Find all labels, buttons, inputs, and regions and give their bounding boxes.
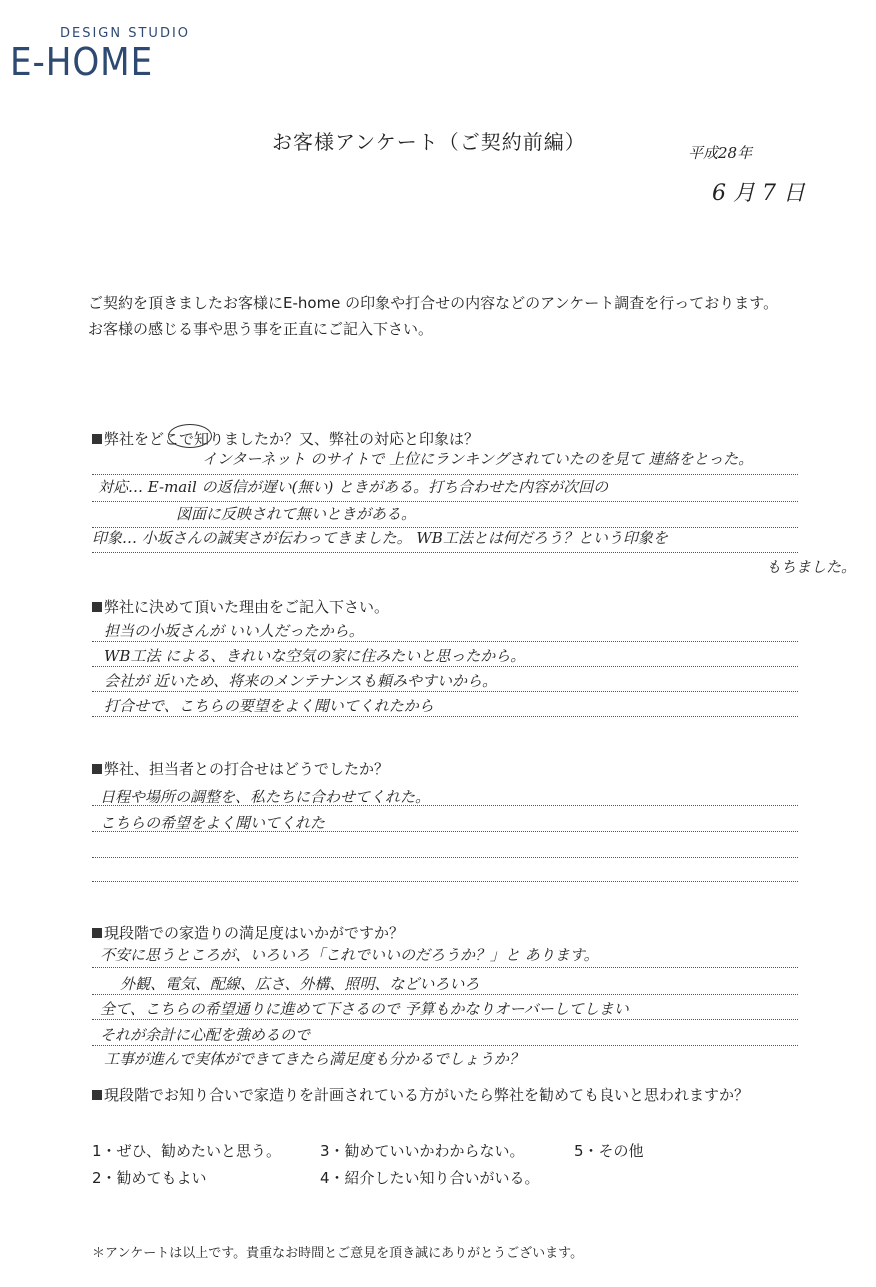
answer-line (92, 857, 798, 858)
answer-line (92, 994, 798, 995)
intro-line-1: ご契約を頂きましたお客様にE-home の印象や打合せの内容などのアンケート調査を行っております。 (88, 294, 779, 312)
question-4-label: 現段階での家造りの満足度はいかがですか？ (104, 924, 405, 942)
answer-line (92, 552, 798, 553)
choice-3: 3・勧めていいかわからない。 (320, 1142, 525, 1160)
answer-line (92, 967, 798, 968)
question-5 (92, 1084, 749, 1105)
bullet-square-icon (92, 764, 102, 774)
date-month-day: 6 月 7 日 (712, 181, 805, 206)
choice-2: 2・勧めてもよい (92, 1169, 207, 1187)
answer-line (92, 1019, 798, 1020)
question-3-label: 弊社、担当者との打合せはどうでしたか？ (104, 760, 390, 778)
q1-answer-4: 印象… 小坂さんの誠実さが伝わってきました。 WB工法とは何だろう？という印象を (92, 529, 668, 547)
q1-answer-5: もちました。 (766, 558, 857, 576)
intro-line-2: お客様の感じる事や思う事を正直にご記入下さい。 (88, 320, 434, 338)
handwritten-circle-mark (168, 424, 212, 448)
question-4 (92, 922, 404, 943)
q3-answer-1: 日程や場所の調整を、私たちに合わせてくれた。 (100, 788, 431, 806)
q2-answer-4: 打合せで、こちらの要望をよく聞いてくれたから (104, 697, 434, 715)
answer-line (92, 641, 798, 642)
question-2 (92, 596, 389, 617)
q2-answer-3: 会社が 近いため、将来のメンテナンスも頼みやすいから。 (104, 672, 497, 690)
q2-answer-1: 担当の小坂さんが いい人だったから。 (104, 622, 364, 640)
date-era: 平成28年 (688, 144, 753, 162)
q4-answer-5: 工事が進んで実体ができてきたら満足度も分かるでしょうか？ (104, 1050, 524, 1068)
q4-answer-3: 全て、こちらの希望通りに進めて下さるので 予算もかなりオーバーしてしまい (100, 1000, 629, 1018)
choice-4: 4・紹介したい知り合いがいる。 (320, 1169, 540, 1187)
answer-line (92, 881, 798, 882)
q1-answer-1: インターネット のサイトで 上位にランキングされていたのを見て 連絡をとった。 (202, 450, 754, 468)
q4-answer-4: それが余計に心配を強めるので (100, 1026, 311, 1044)
question-1-label: 弊社をどこで知りましたか？又、弊社の対応と印象は？ (104, 430, 480, 448)
answer-line (92, 1045, 798, 1046)
answer-line (92, 501, 798, 502)
bullet-square-icon (92, 434, 102, 444)
choice-1: 1・ぜひ、勧めたいと思う。 (92, 1142, 281, 1160)
question-1 (92, 428, 479, 449)
bullet-square-icon (92, 602, 102, 612)
bullet-square-icon (92, 1090, 102, 1100)
answer-line (92, 474, 798, 475)
q1-answer-2: 対応… E-mail の返信が遅い(無い) ときがある。打ち合わせた内容が次回の (98, 478, 609, 496)
question-3 (92, 758, 389, 779)
q4-answer-2: 外観、電気、配線、広さ、外構、照明、などいろいろ (120, 975, 480, 993)
question-5-label: 現段階でお知り合いで家造りを計画されている方がいたら弊社を勧めても良いと思われますか？ (104, 1086, 750, 1104)
answer-line (92, 666, 798, 667)
q2-answer-2: WB工法 による、きれいな空気の家に住みたいと思ったから。 (104, 647, 526, 665)
footer-note: ＊アンケートは以上です。貴重なお時間とご意見を頂き誠にありがとうございます。 (92, 1246, 584, 1261)
logo-subtitle: DESIGN STUDIO (60, 26, 191, 41)
q4-answer-1: 不安に思うところが、いろいろ「これでいいのだろうか？」と あります。 (100, 946, 599, 964)
choice-5: 5・その他 (574, 1142, 644, 1160)
logo-wordmark: E-HOME (10, 40, 154, 84)
answer-line (92, 716, 798, 717)
q1-answer-3: 図面に反映されて無いときがある。 (176, 505, 417, 523)
answer-line (92, 691, 798, 692)
page-title: お客様アンケート（ご契約前編） (272, 130, 586, 154)
question-2-label: 弊社に決めて頂いた理由をご記入下さい。 (104, 598, 390, 616)
bullet-square-icon (92, 928, 102, 938)
q3-answer-2: こちらの希望をよく聞いてくれた (100, 814, 326, 832)
